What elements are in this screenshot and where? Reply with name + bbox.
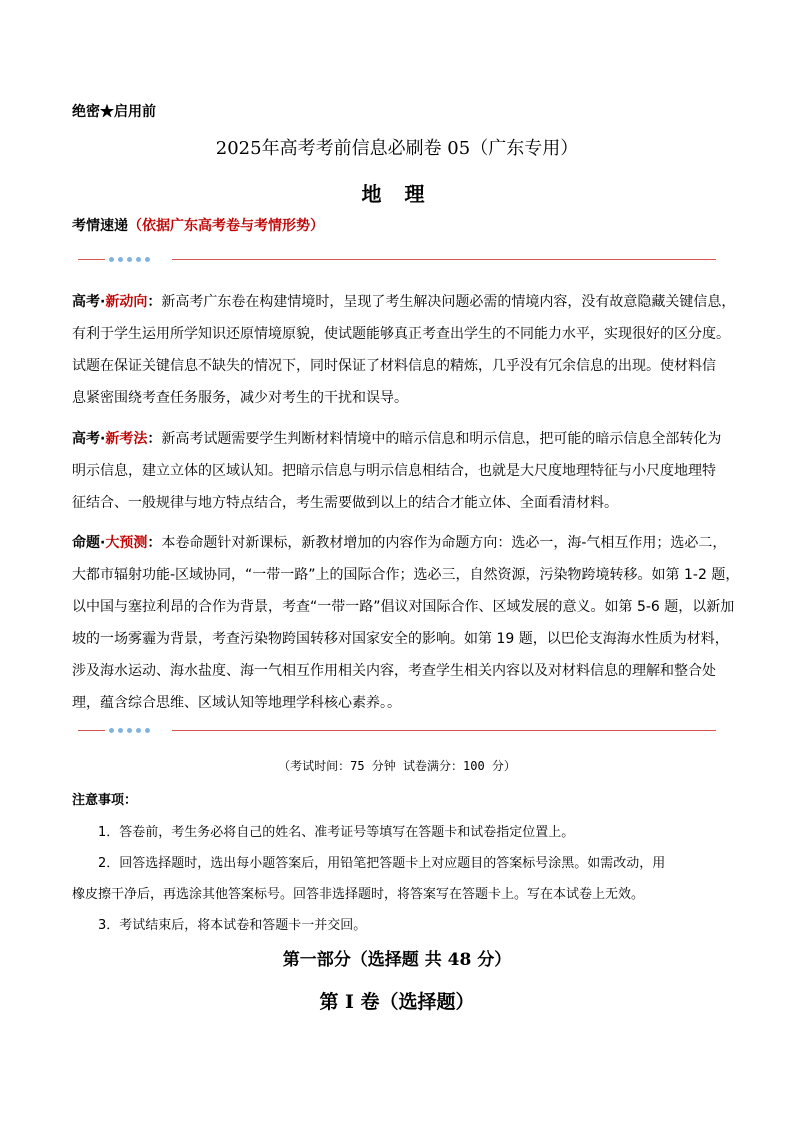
notice-item: 2．回答选择题时，选出每小题答案后，用铅笔把答题卡上对应题目的答案标号涂黑。如需改动，用 [98, 856, 666, 871]
subject-title: 地 理 [361, 182, 433, 206]
divider-line-left [78, 259, 105, 260]
section-label: 高考·新动向： [72, 294, 162, 310]
secret-label: 绝密★启用前 [72, 104, 156, 120]
section-label: 高考·新考法： [72, 431, 162, 447]
divider-top [78, 255, 716, 265]
paragraph-line: 坡的一场雾霾为背景，考查污染物跨国转移对国家安全的影响。如第 19 题，以巴伦支海海水性质为材料， [72, 631, 729, 647]
paragraph-line: 以中国与塞拉利昂的合作为背景，考查“一带一路”倡议对国际合作、区域发展的意义。如第 5-6 题，以新加 [72, 599, 735, 615]
exam-time: （考试时间：75 分钟 试卷满分：100 分） [278, 759, 516, 773]
divider-bottom [78, 726, 716, 736]
paragraph-line: 理，蕴含综合思维、区域认知等地理学科核心素养。。 [72, 695, 401, 711]
divider-line-right [172, 730, 716, 731]
paragraph-line: 大都市辐射功能-区域协同，“一带一路”上的国际合作；选必三，自然资源，污染物跨境转移。如第 1-2 题， [72, 567, 740, 583]
paragraph-line: 试题在保证关键信息不缺失的情况下，同时保证了材料信息的精炼，几乎没有冗余信息的出现。使材料信 [72, 358, 716, 374]
paragraph-line: 有利于学生运用所学知识还原情境原貌，使试题能够真正考查出学生的不同能力水平，实现很好的区分度。 [72, 326, 730, 342]
section-new-trend: 高考·新动向：新高考广东卷在构建情境时，呈现了考生解决问题必需的情境内容，没有故意隐藏关键信息， 有利于学生运用所学知识还原情境原貌，使试题能够真正考查出学生的不同能力水平，实现很好的区分度。 试题在保证关键信息不缺失的情况下，同时保证了材料信息的精炼，几乎没有冗余信息的出现。使材料信 息紧密围绕考查任务服务，减少对考生的干扰和误导。 [72, 286, 722, 414]
divider-dots [109, 255, 150, 262]
kaoqing-label: 考情速递 [72, 218, 128, 234]
paragraph-line: 息紧密围绕考查任务服务，减少对考生的干扰和误导。 [72, 390, 408, 406]
notice-item: 1．答卷前，考生务必将自己的姓名、准考证号等填写在答题卡和试卷指定位置上。 [98, 825, 575, 840]
volume-one-heading: 第 I 卷（选择题） [319, 991, 475, 1013]
section-label: 命题·大预测： [72, 535, 162, 551]
section-prediction: 命题·大预测：本卷命题针对新课标，新教材增加的内容作为命题方向：选必一，海-气相互作用；选必二， 大都市辐射功能-区域协同，“一带一路”上的国际合作；选必三，自然资源，污染物跨境转移。如第 1-2 题， 以中国与塞拉利昂的合作为背景，考查“一带一路”倡议对国际合作、区域发展的意义。如第 5-6 题，以新加 坡的一场雾霾为背景，考查污染物跨国转移对国家安全的影响。如第 19 题，以巴伦支海海水性质为材料， 涉及海水运动、海水盐度、海一气相互作用相关内容，考查学生相关内容以及对材料信息的理解和整合处 理，蕴含综合思维、区域认知等地理学科核心素养。。 [72, 527, 722, 719]
divider-dots [109, 726, 150, 733]
section-new-method: 高考·新考法：新高考试题需要学生判断材料情境中的暗示信息和明示信息，把可能的暗示信息全部转化为 明示信息，建立立体的区域认知。把暗示信息与明示信息相结合，也就是大尺度地理特征与小尺度地理特 征结合、一般规律与地方特点结合，考生需要做到以上的结合才能立体、全面看清材料。 [72, 423, 722, 519]
paragraph-line: 明示信息，建立立体的区域认知。把暗示信息与明示信息相结合，也就是大尺度地理特征与小尺度地理特 [72, 463, 716, 479]
kaoqing-heading [72, 215, 324, 235]
paragraph-line: 涉及海水运动、海水盐度、海一气相互作用相关内容，考查学生相关内容以及对材料信息的理解和整合处 [72, 663, 716, 679]
notice-item: 3．考试结束后，将本试卷和答题卡一并交回。 [98, 918, 367, 933]
part-one-heading: 第一部分（选择题 共 48 分） [282, 950, 512, 970]
notice-heading: 注意事项： [72, 793, 138, 808]
page-title: 2025年高考考前信息必刷卷 05（广东专用） [215, 138, 579, 159]
divider-line-right [172, 259, 716, 260]
paragraph-line: 征结合、一般规律与地方特点结合，考生需要做到以上的结合才能立体、全面看清材料。 [72, 495, 618, 511]
notice-item-continued: 橡皮擦干净后，再选涂其他答案标号。回答非选择题时，将答案写在答题卡上。写在本试卷上无效。 [72, 887, 645, 902]
divider-line-left [78, 730, 105, 731]
kaoqing-label-red: （依据广东高考卷与考情形势） [128, 218, 324, 234]
